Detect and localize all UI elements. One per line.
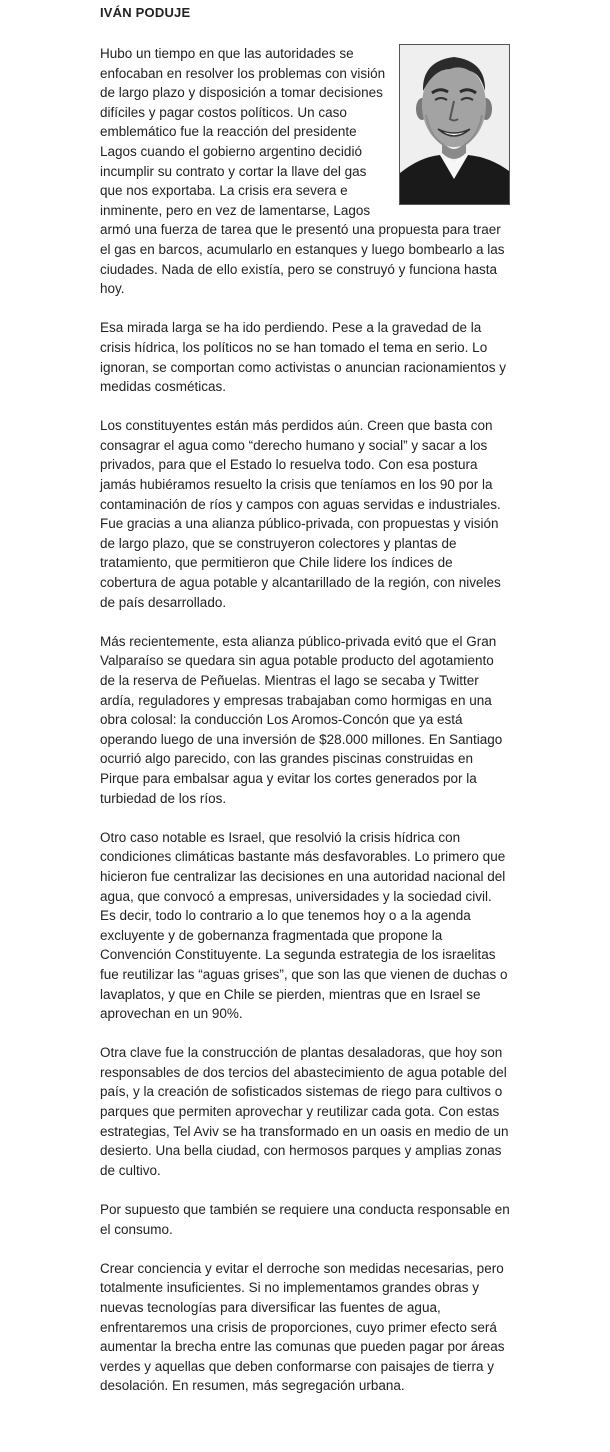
paragraph: Esa mirada larga se ha ido perdiendo. Pese a la gravedad de la crisis hídrica, los políticos no se han tomado el tema en serio. Lo ignoran, se comportan como activistas o anuncian racionamientos y medidas cosméticas. [100,320,506,395]
article-body [100,44,510,1416]
author-name: IVÁN PODUJE [100,5,191,20]
paragraph: Más recientemente, esta alianza público-privada evitó que el Gran Valparaíso se quedara sin agua potable producto del agotamiento de la reserva de Peñuelas. Mientras el lago se secaba y Twitter ardía, reguladores y empresas trabajaban como hormigas en una obra colosal: la conducción Los Aromos-Concón que ya está operando luego de una inversión de $28.000 millones. En Santiago ocurrió algo parecido, con las grandes piscinas construidas en Pirque para embalsar agua y evitar los cortes generados por la turbiedad de los ríos. [100,633,503,806]
author-photo [399,44,510,205]
paragraph: Los constituyentes están más perdidos aún. Creen que basta con consagrar el agua como “derecho humano y social” y sacar a los privados, para que el Estado lo resuelva todo. Con esa postura jamás hubiéramos resuelto la crisis que teníamos en los 90 por la contaminación de ríos y campos con aguas servidas e industriales. Fue gracias a una alianza público-privada, con propuestas y visión de largo plazo, que se construyeron colectores y plantas de tratamiento, que permitieron que Chile lidere los índices de cobertura de agua potable y alcantarillado de la región, con niveles de país desarrollado. [100,418,501,610]
paragraph: Hubo un tiempo en que las autoridades se enfocaban en resolver los problemas con visión de largo plazo y disposición a tomar decisiones difíciles y pagar costos políticos. Un caso emblemático fue la reacción del presidente Lagos cuando el gobierno argentino decidió incumplir su contrato y cortar la llave del gas que nos exportaba. La crisis era severa e inminente, pero en vez de lamentarse, Lagos armó una fuerza de tarea que le presentó una propuesta para traer el gas en barcos, acumularlo en estanques y luego bombearlo a las ciudades. Nada de ello existía, pero se construyó y funciona hasta hoy. [100,46,505,297]
paragraph: Por supuesto que también se requiere una conducta responsable en el consumo. [100,1202,510,1237]
paragraph: Otra clave fue la construcción de plantas desaladoras, que hoy son responsables de dos tercios del abastecimiento de agua potable del país, y la creación de sofisticados sistemas de riego para cultivos o parques que permiten aprovechar y reutilizar cada gota. Con estas estrategias, Tel Aviv se ha transformado en un oasis en medio de un desierto. Una bella ciudad, con hermosos parques y amplias zonas de cultivo. [100,1045,509,1178]
paragraph: Otro caso notable es Israel, que resolvió la crisis hídrica con condiciones climáticas bastante más desfavorables. Lo primero que hicieron fue centralizar las decisiones en una autoridad nacional del agua, que convocó a empresas, universidades y la sociedad civil. Es decir, todo lo contrario a lo que tenemos hoy o a la agenda excluyente y de gobernanza fragmentada que propone la Convención Constituyente. La segunda estrategia de los israelitas fue reutilizar las “aguas grises”, que son las que vienen de duchas o lavaplatos, y que en Chile se pierden, mientras que en Israel se aprovechan en un 90%. [100,829,508,1022]
paragraph: Crear conciencia y evitar el derroche son medidas necesarias, pero totalmente insuficientes. Si no implementamos grandes obras y nuevas tecnologías para diversificar las fuentes de agua, enfrentaremos una crisis de proporciones, cuyo primer efecto será aumentar la brecha entre las comunas que pueden pagar por áreas verdes y aquellas que deben conformarse con paisajes de tierra y desolación. En resumen, más segregación urbana. [100,1260,505,1394]
